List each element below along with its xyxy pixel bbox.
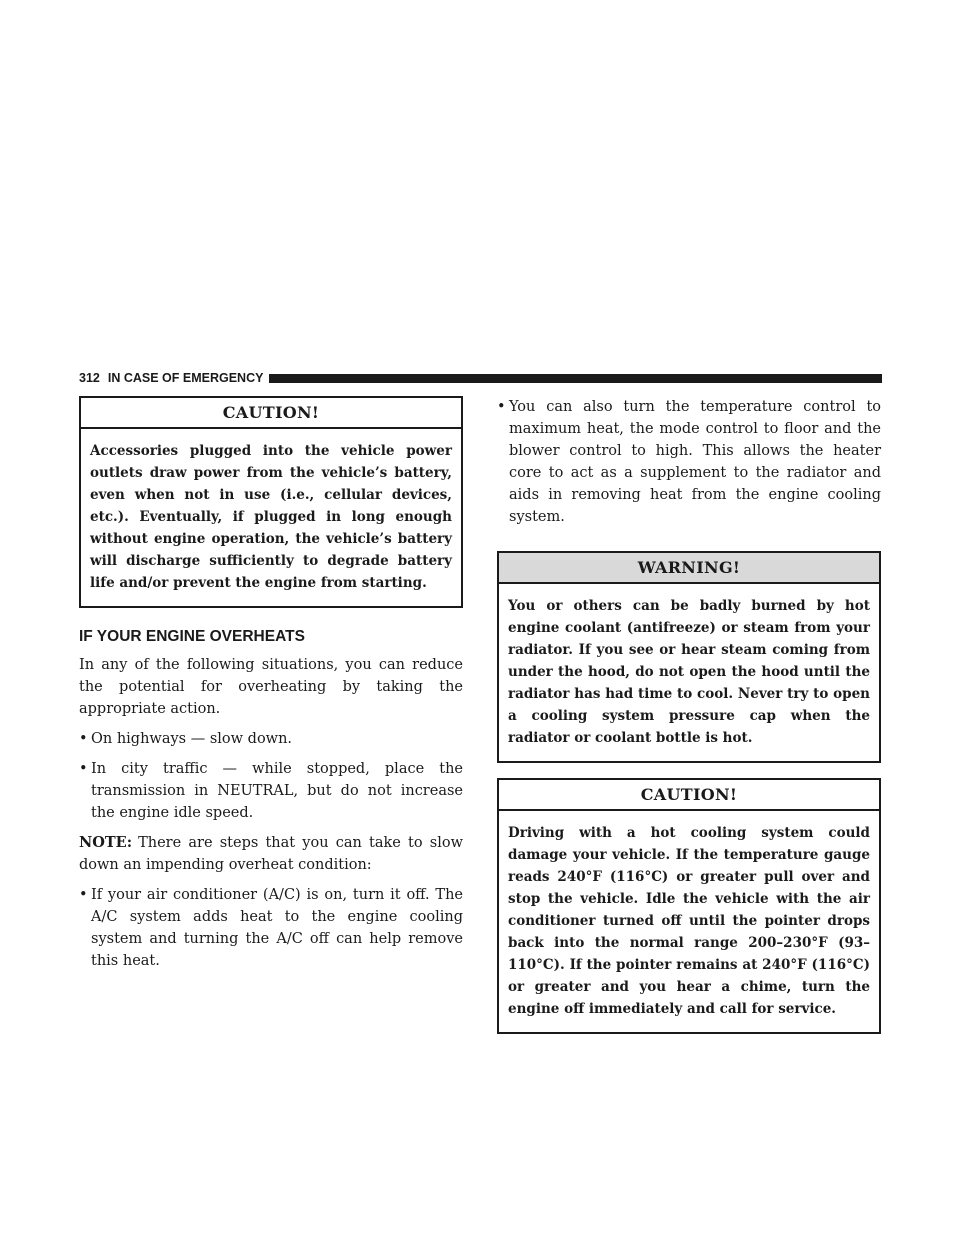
overheat-actions-list bbox=[79, 728, 463, 824]
bullet-icon: • bbox=[497, 399, 506, 415]
list-item: • You can also turn the temperature control to maximum heat, the mode control to floor and the blower control to high. This allows the heater core to act as a supplement to the radiator and aids in removing heat from the engine cooling system. bbox=[497, 396, 881, 528]
list-item: • In city traffic — while stopped, place the transmission in NEUTRAL, but do not increase the engine idle speed. bbox=[79, 758, 463, 824]
bullet-icon: • bbox=[79, 731, 88, 747]
note-paragraph bbox=[79, 832, 463, 876]
overheat-steps-list bbox=[79, 884, 463, 972]
caution-body: Accessories plugged into the vehicle power outlets draw power from the vehicle’s battery, even when not in use (i.e., cellular devices, etc.). Eventually, if plugged in long enough without engine operation, the vehicle’s battery will discharge sufficiently to degrade battery life and/or prevent the engine from starting. bbox=[90, 443, 452, 591]
caution-title: CAUTION! bbox=[499, 780, 879, 811]
warning-title: WARNING! bbox=[499, 553, 879, 584]
spacer bbox=[497, 536, 881, 551]
overheat-steps-list-continued bbox=[497, 396, 881, 528]
spacer bbox=[497, 763, 881, 778]
warning-box-coolant bbox=[497, 551, 881, 763]
caution-box-hot-cooling bbox=[497, 778, 881, 1034]
caution-title: CAUTION! bbox=[81, 398, 461, 429]
list-item: • If your air conditioner (A/C) is on, turn it off. The A/C system adds heat to the engine cooling system and turning the A/C off can help remove this heat. bbox=[79, 884, 463, 972]
header-rule bbox=[269, 374, 882, 383]
bullet-icon: • bbox=[79, 761, 88, 777]
list-item: • On highways — slow down. bbox=[79, 728, 463, 750]
caution-box-accessories bbox=[79, 396, 463, 608]
bullet-icon: • bbox=[79, 887, 88, 903]
caution-body: Driving with a hot cooling system could damage your vehicle. If the temperature gauge reads 240°F (116°C) or greater pull over and stop the vehicle. Idle the vehicle with the air conditioner turned off until the pointer drops back into the normal range 200–230°F (93–110°C). If the pointer remains at 240°F (116°C) or greater and you hear a chime, turn the engine off immediately and call for service. bbox=[508, 825, 870, 1017]
section-heading: IF YOUR ENGINE OVERHEATS bbox=[79, 628, 305, 645]
warning-body: You or others can be badly burned by hot engine coolant (antifreeze) or steam from your radiator. If you see or hear steam coming from under the hood, do not open the hood until the radiator has had time to cool. Never try to open a cooling system pressure cap when the radiator or coolant bottle is hot. bbox=[508, 598, 870, 746]
intro-paragraph: In any of the following situations, you can reduce the potential for overheating by taking the appropriate action. bbox=[79, 657, 463, 717]
note-text: There are steps that you can take to slow down an impending overheat condition: bbox=[79, 835, 463, 873]
note-label: NOTE: bbox=[79, 834, 133, 851]
section-title: IN CASE OF EMERGENCY bbox=[107, 371, 264, 385]
right-column bbox=[497, 396, 881, 1034]
left-column bbox=[79, 396, 463, 980]
page-number: 312 bbox=[79, 371, 100, 385]
page-header bbox=[79, 369, 882, 387]
